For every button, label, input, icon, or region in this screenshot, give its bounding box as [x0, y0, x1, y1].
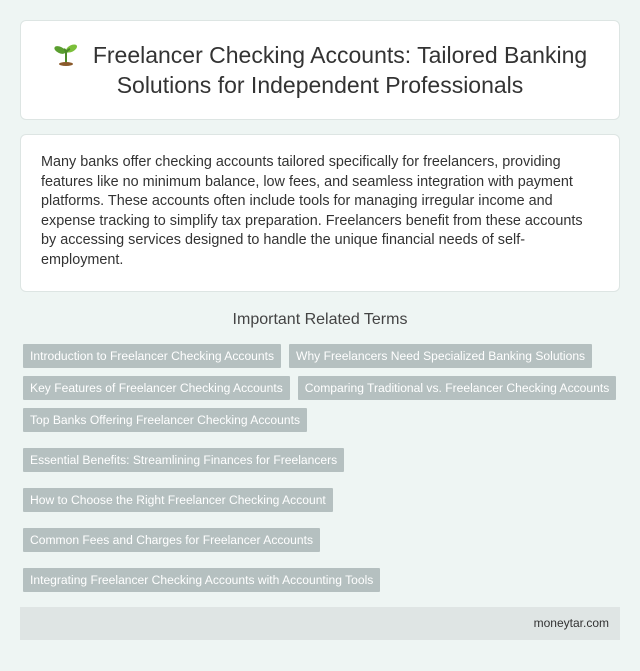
- description-card: [20, 134, 620, 292]
- related-term-tag[interactable]: Top Banks Offering Freelancer Checking Accounts: [23, 408, 307, 432]
- footer-site-link[interactable]: moneytar.com: [533, 616, 609, 630]
- description-text: Many banks offer checking accounts tailored specifically for freelancers, providing features like no minimum balance, low fees, and seamless integration with payment platforms. These accounts often include tools for managing irregular income and expense tracking to simplify tax preparation. Freelancers benefit from these accounts by accessing services designed to handle the unique financial needs of self-employment.: [41, 154, 583, 268]
- title-card: [20, 20, 620, 120]
- related-term-tag[interactable]: Comparing Traditional vs. Freelancer Checking Accounts: [298, 376, 617, 400]
- related-term-tag[interactable]: Introduction to Freelancer Checking Accounts: [23, 344, 281, 368]
- related-term-tag[interactable]: Common Fees and Charges for Freelancer Accounts: [23, 528, 320, 552]
- related-term-tag[interactable]: Essential Benefits: Streamlining Finances for Freelancers: [23, 448, 344, 472]
- related-term-tag[interactable]: Why Freelancers Need Specialized Banking Solutions: [289, 344, 592, 368]
- related-terms-heading: Important Related Terms: [232, 311, 408, 328]
- footer: [20, 607, 620, 640]
- related-term-tag[interactable]: Key Features of Freelancer Checking Accounts: [23, 376, 290, 400]
- related-terms-list: [23, 344, 623, 632]
- page-title-text: Freelancer Checking Accounts: Tailored Banking Solutions for Independent Professionals: [92, 42, 588, 98]
- related-term-tag[interactable]: Integrating Freelancer Checking Accounts with Accounting Tools: [23, 568, 380, 592]
- related-term-tag[interactable]: How to Choose the Right Freelancer Checking Account: [23, 488, 333, 512]
- sprout-icon: [53, 42, 79, 66]
- page-title: [41, 40, 599, 100]
